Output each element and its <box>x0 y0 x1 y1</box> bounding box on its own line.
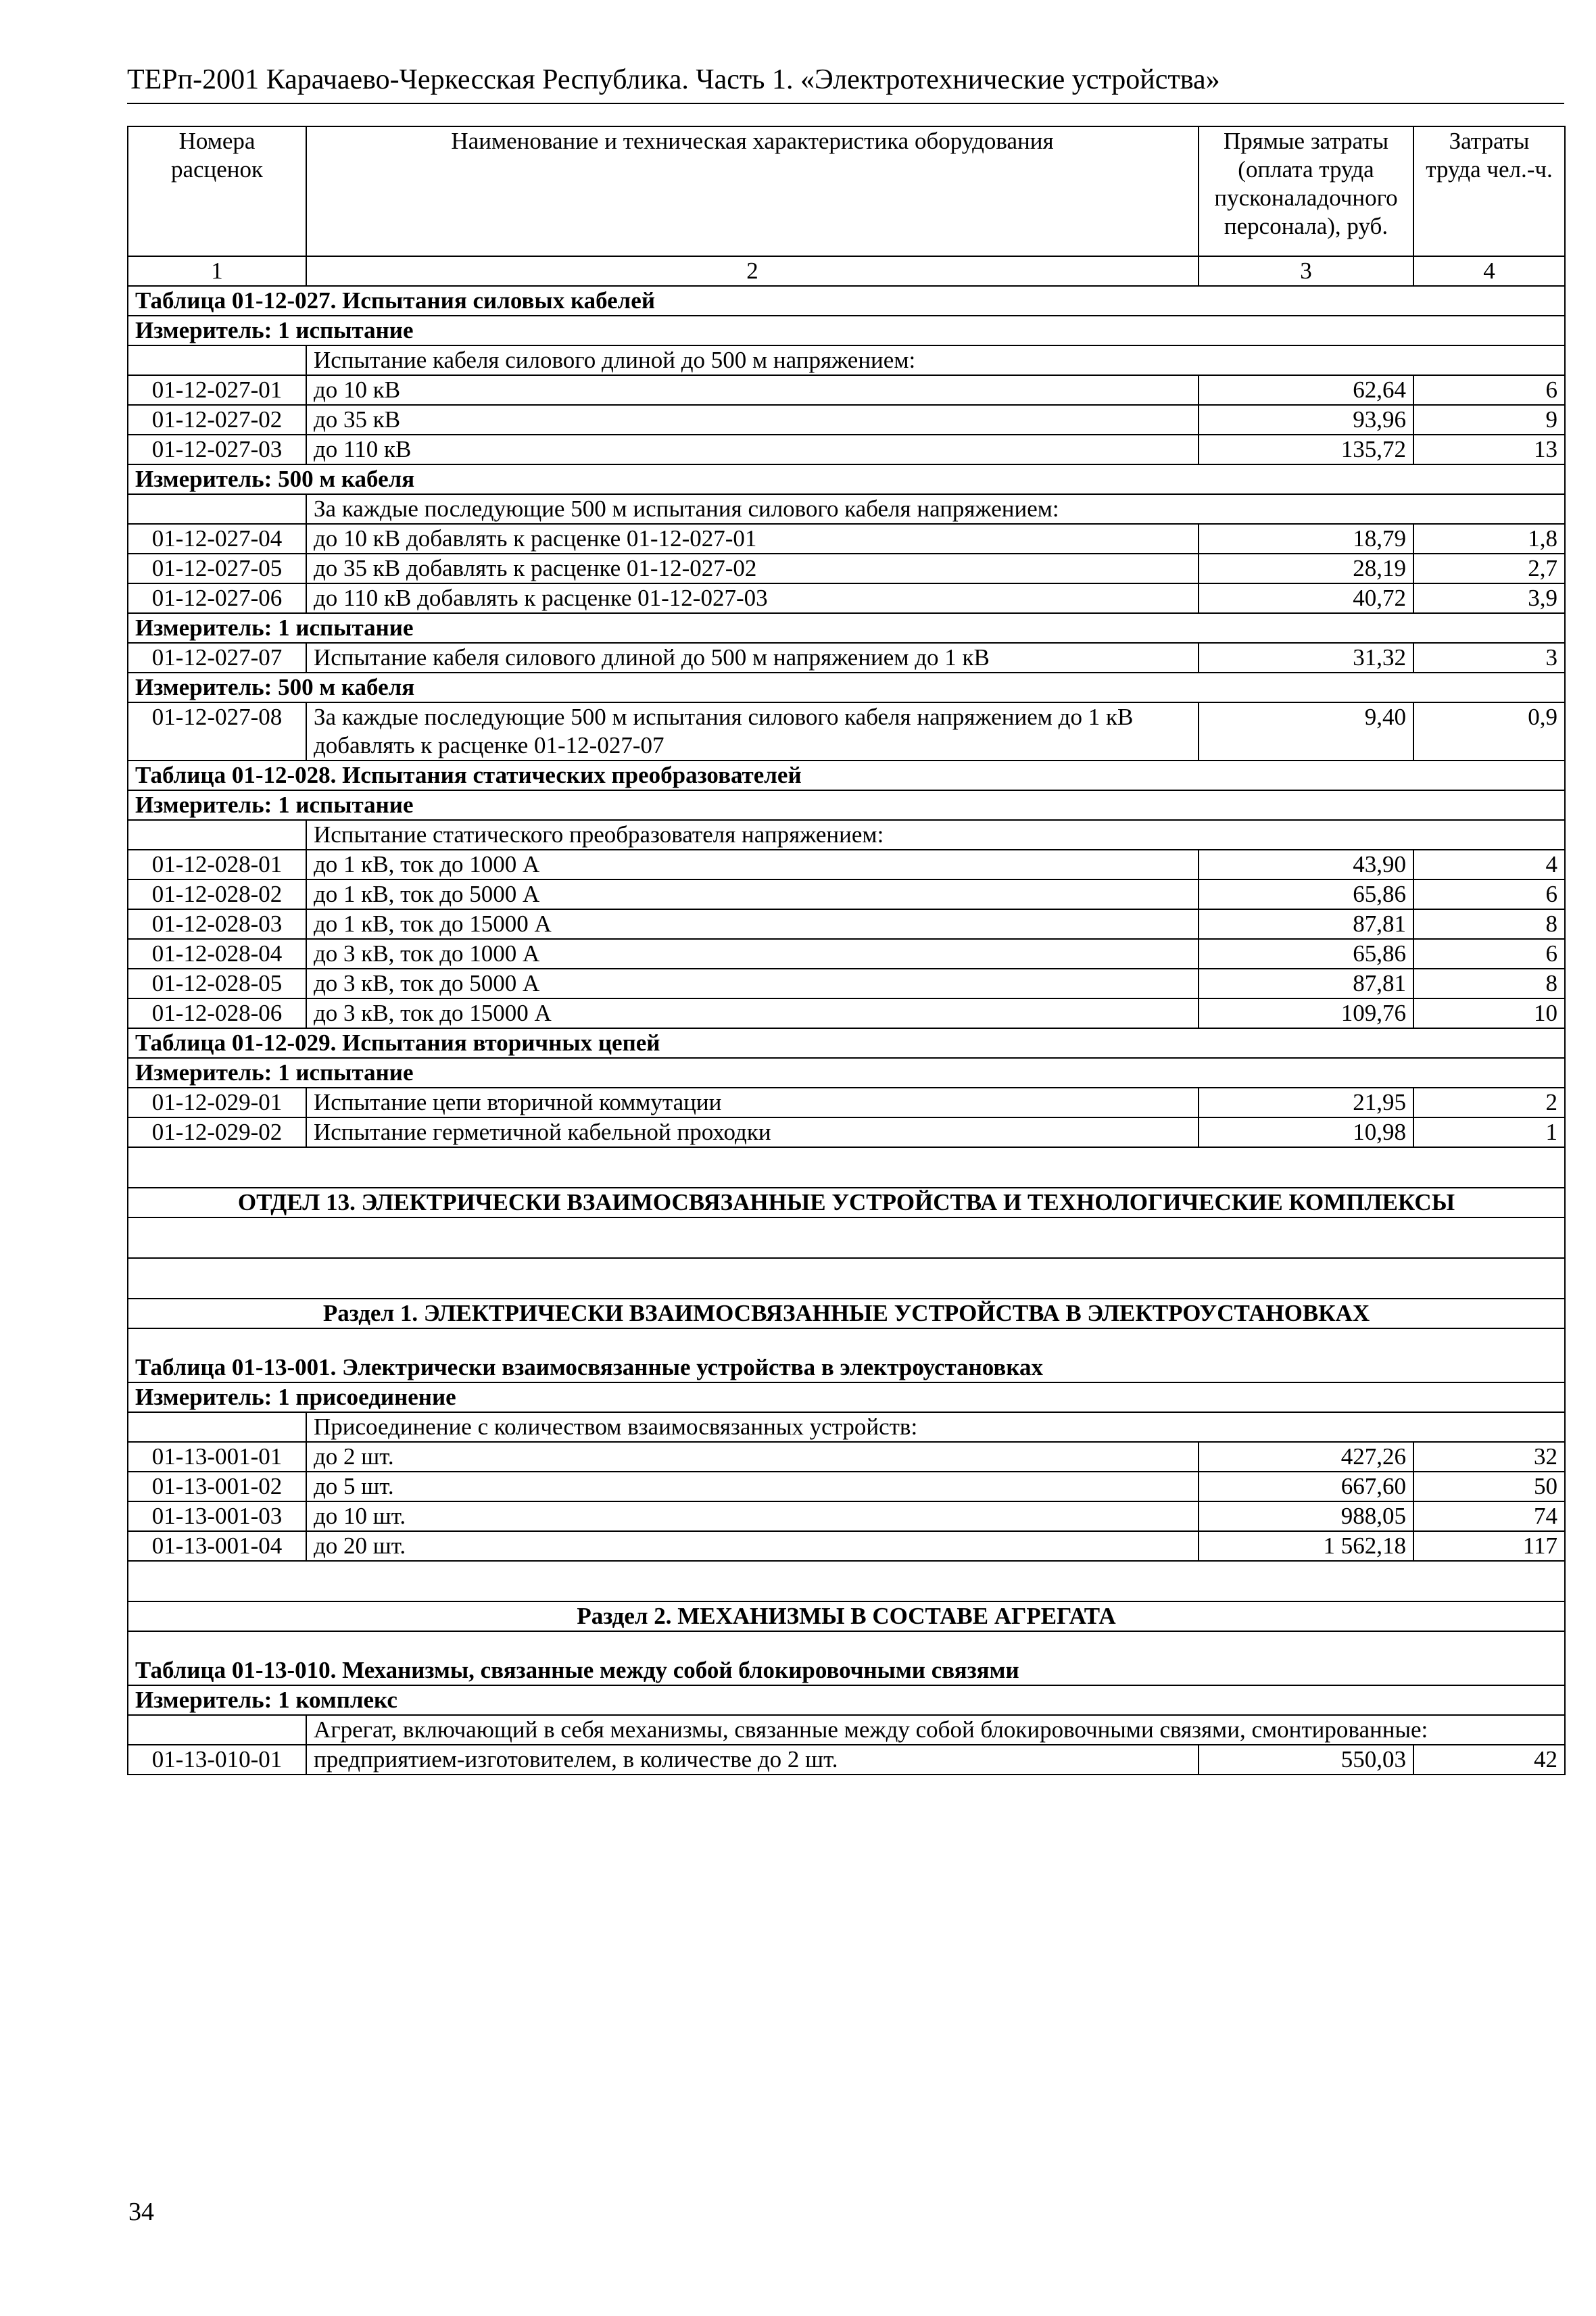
rate-name: до 1 кВ, ток до 15000 А <box>306 909 1199 939</box>
rate-cost: 550,03 <box>1199 1745 1413 1775</box>
rate-cost: 9,40 <box>1199 702 1413 761</box>
rate-code: 01-12-029-02 <box>128 1117 306 1147</box>
rate-labor: 2 <box>1413 1088 1565 1117</box>
rate-name: Испытание кабеля силового длиной до 500 м напряжением до 1 кВ <box>306 643 1199 673</box>
spacer-row <box>128 1147 1565 1188</box>
column-number: 1 <box>128 256 306 286</box>
table-title: Таблица 01-13-001. Электрически взаимосвязанные устройства в электроустановках <box>128 1328 1565 1382</box>
rate-name: Испытание цепи вторичной коммутации <box>306 1088 1199 1117</box>
table-title: Таблица 01-12-029. Испытания вторичных цепей <box>128 1028 1565 1058</box>
rate-labor: 8 <box>1413 909 1565 939</box>
spacer-row <box>128 1217 1565 1258</box>
column-number-row <box>128 256 1565 286</box>
table-row <box>128 524 1565 554</box>
rate-labor: 0,9 <box>1413 702 1565 761</box>
spacer-row <box>128 1258 1565 1299</box>
meter-row <box>128 673 1565 702</box>
table-row <box>128 1117 1565 1147</box>
group-code-cell <box>128 494 306 524</box>
table-row <box>128 879 1565 909</box>
column-number: 4 <box>1413 256 1565 286</box>
table-row <box>128 1531 1565 1561</box>
table-row <box>128 1088 1565 1117</box>
division-heading: ОТДЕЛ 13. ЭЛЕКТРИЧЕСКИ ВЗАИМОСВЯЗАННЫЕ УСТРОЙСТВА И ТЕХНОЛОГИЧЕСКИЕ КОМПЛЕКСЫ <box>128 1188 1565 1217</box>
rate-labor: 6 <box>1413 879 1565 909</box>
rate-labor: 1,8 <box>1413 524 1565 554</box>
table-title-row <box>128 1028 1565 1058</box>
group-label: За каждые последующие 500 м испытания силового кабеля напряжением: <box>306 494 1565 524</box>
rate-cost: 10,98 <box>1199 1117 1413 1147</box>
rate-labor: 3 <box>1413 643 1565 673</box>
rate-name: За каждые последующие 500 м испытания силового кабеля напряжением до 1 кВ добавлять к расценке 01-12-027-07 <box>306 702 1199 761</box>
header-col-codes: Номера расценок <box>128 126 306 256</box>
rate-cost: 40,72 <box>1199 583 1413 613</box>
rate-name: до 5 шт. <box>306 1472 1199 1501</box>
group-label: Присоединение с количеством взаимосвязанных устройств: <box>306 1412 1565 1442</box>
rate-code: 01-12-028-01 <box>128 850 306 879</box>
rate-name: до 10 кВ <box>306 375 1199 405</box>
group-row <box>128 1715 1565 1745</box>
rate-cost: 109,76 <box>1199 998 1413 1028</box>
group-row <box>128 345 1565 375</box>
rate-code: 01-13-001-04 <box>128 1531 306 1561</box>
group-code-cell <box>128 345 306 375</box>
group-label: Агрегат, включающий в себя механизмы, связанные между собой блокировочными связями, смонтированные: <box>306 1715 1565 1745</box>
rate-cost: 43,90 <box>1199 850 1413 879</box>
section-heading-row <box>128 1299 1565 1328</box>
rate-code: 01-12-028-06 <box>128 998 306 1028</box>
group-code-cell <box>128 1412 306 1442</box>
table-row <box>128 998 1565 1028</box>
rate-labor: 32 <box>1413 1442 1565 1472</box>
rate-name: до 110 кВ добавлять к расценке 01-12-027-03 <box>306 583 1199 613</box>
table-title-row <box>128 761 1565 790</box>
page-number: 34 <box>128 2198 154 2226</box>
rate-code: 01-12-028-05 <box>128 969 306 998</box>
rate-labor: 6 <box>1413 939 1565 969</box>
table-row <box>128 375 1565 405</box>
rate-cost: 65,86 <box>1199 879 1413 909</box>
group-label: Испытание статического преобразователя напряжением: <box>306 820 1565 850</box>
table-row <box>128 1442 1565 1472</box>
rate-name: до 3 кВ, ток до 5000 А <box>306 969 1199 998</box>
group-label: Испытание кабеля силового длиной до 500 м напряжением: <box>306 345 1565 375</box>
rate-labor: 1 <box>1413 1117 1565 1147</box>
rate-code: 01-12-027-06 <box>128 583 306 613</box>
rate-code: 01-13-010-01 <box>128 1745 306 1775</box>
spacer-row <box>128 1561 1565 1601</box>
rate-code: 01-12-027-01 <box>128 375 306 405</box>
rate-cost: 988,05 <box>1199 1501 1413 1531</box>
rate-name: до 20 шт. <box>306 1531 1199 1561</box>
rate-name: до 1 кВ, ток до 5000 А <box>306 879 1199 909</box>
rate-cost: 31,32 <box>1199 643 1413 673</box>
meter-label: Измеритель: 1 испытание <box>128 1058 1565 1088</box>
division-heading-row <box>128 1188 1565 1217</box>
meter-label: Измеритель: 1 комплекс <box>128 1685 1565 1715</box>
rate-labor: 117 <box>1413 1531 1565 1561</box>
table-title: Таблица 01-13-010. Механизмы, связанные между собой блокировочными связями <box>128 1631 1565 1685</box>
rate-labor: 4 <box>1413 850 1565 879</box>
meter-row <box>128 316 1565 345</box>
group-code-cell <box>128 820 306 850</box>
column-number: 3 <box>1199 256 1413 286</box>
meter-label: Измеритель: 500 м кабеля <box>128 464 1565 494</box>
rate-code: 01-12-027-04 <box>128 524 306 554</box>
table-title: Таблица 01-12-028. Испытания статических преобразователей <box>128 761 1565 790</box>
table-row <box>128 554 1565 583</box>
group-row <box>128 1412 1565 1442</box>
rate-name: до 35 кВ добавлять к расценке 01-12-027-02 <box>306 554 1199 583</box>
rate-labor: 6 <box>1413 375 1565 405</box>
rate-labor: 2,7 <box>1413 554 1565 583</box>
table-row <box>128 939 1565 969</box>
section-heading-row <box>128 1601 1565 1631</box>
rate-cost: 427,26 <box>1199 1442 1413 1472</box>
rate-labor: 8 <box>1413 969 1565 998</box>
table-row <box>128 1501 1565 1531</box>
header-col-labor: Затраты труда чел.-ч. <box>1413 126 1565 256</box>
rate-labor: 13 <box>1413 435 1565 464</box>
header-col-cost: Прямые затраты (оплата труда пусконаладочного персонала), руб. <box>1199 126 1413 256</box>
rate-code: 01-12-028-04 <box>128 939 306 969</box>
rate-name: до 35 кВ <box>306 405 1199 435</box>
meter-label: Измеритель: 1 испытание <box>128 316 1565 345</box>
rate-name: Испытание герметичной кабельной проходки <box>306 1117 1199 1147</box>
meter-row <box>128 613 1565 643</box>
price-table <box>127 126 1566 1775</box>
rate-name: до 10 кВ добавлять к расценке 01-12-027-01 <box>306 524 1199 554</box>
rate-labor: 50 <box>1413 1472 1565 1501</box>
group-row <box>128 494 1565 524</box>
table-row <box>128 1472 1565 1501</box>
meter-label: Измеритель: 500 м кабеля <box>128 673 1565 702</box>
table-title-row <box>128 1328 1565 1382</box>
table-header-row <box>128 126 1565 256</box>
rate-code: 01-12-027-05 <box>128 554 306 583</box>
table-row <box>128 909 1565 939</box>
rate-name: предприятием-изготовителем, в количестве до 2 шт. <box>306 1745 1199 1775</box>
group-row <box>128 820 1565 850</box>
rate-code: 01-12-028-03 <box>128 909 306 939</box>
table-title-row <box>128 1631 1565 1685</box>
rate-cost: 93,96 <box>1199 405 1413 435</box>
rate-code: 01-13-001-02 <box>128 1472 306 1501</box>
rate-name: до 3 кВ, ток до 1000 А <box>306 939 1199 969</box>
rate-labor: 9 <box>1413 405 1565 435</box>
rate-labor: 42 <box>1413 1745 1565 1775</box>
table-row <box>128 583 1565 613</box>
table-row <box>128 702 1565 761</box>
rate-labor: 3,9 <box>1413 583 1565 613</box>
spacer-cell <box>128 1258 1565 1299</box>
meter-row <box>128 790 1565 820</box>
meter-row <box>128 1685 1565 1715</box>
spacer-cell <box>128 1561 1565 1601</box>
rate-code: 01-12-027-08 <box>128 702 306 761</box>
table-row <box>128 969 1565 998</box>
rate-code: 01-13-001-01 <box>128 1442 306 1472</box>
rate-name: до 1 кВ, ток до 1000 А <box>306 850 1199 879</box>
header-col-name: Наименование и техническая характеристика оборудования <box>306 126 1199 256</box>
rate-cost: 21,95 <box>1199 1088 1413 1117</box>
rate-code: 01-12-027-07 <box>128 643 306 673</box>
meter-row <box>128 464 1565 494</box>
meter-label: Измеритель: 1 испытание <box>128 613 1565 643</box>
rate-name: до 3 кВ, ток до 15000 А <box>306 998 1199 1028</box>
meter-label: Измеритель: 1 испытание <box>128 790 1565 820</box>
table-row <box>128 435 1565 464</box>
rate-name: до 2 шт. <box>306 1442 1199 1472</box>
rate-cost: 1 562,18 <box>1199 1531 1413 1561</box>
header-rule <box>127 103 1564 104</box>
rate-code: 01-12-029-01 <box>128 1088 306 1117</box>
rate-name: до 10 шт. <box>306 1501 1199 1531</box>
rate-cost: 87,81 <box>1199 969 1413 998</box>
spacer-cell <box>128 1217 1565 1258</box>
section-heading: Раздел 1. ЭЛЕКТРИЧЕСКИ ВЗАИМОСВЯЗАННЫЕ УСТРОЙСТВА В ЭЛЕКТРОУСТАНОВКАХ <box>128 1299 1565 1328</box>
rate-cost: 65,86 <box>1199 939 1413 969</box>
table-row <box>128 643 1565 673</box>
group-code-cell <box>128 1715 306 1745</box>
rate-code: 01-12-027-02 <box>128 405 306 435</box>
rate-cost: 18,79 <box>1199 524 1413 554</box>
running-head: ТЕРп-2001 Карачаево-Черкесская Республика. Часть 1. «Электротехнические устройства» <box>127 64 1220 95</box>
table-title: Таблица 01-12-027. Испытания силовых кабелей <box>128 286 1565 316</box>
section-heading: Раздел 2. МЕХАНИЗМЫ В СОСТАВЕ АГРЕГАТА <box>128 1601 1565 1631</box>
table-title-row <box>128 286 1565 316</box>
rate-cost: 28,19 <box>1199 554 1413 583</box>
table-row <box>128 1745 1565 1775</box>
meter-row <box>128 1382 1565 1412</box>
rate-labor: 10 <box>1413 998 1565 1028</box>
spacer-cell <box>128 1147 1565 1188</box>
rate-code: 01-12-027-03 <box>128 435 306 464</box>
meter-label: Измеритель: 1 присоединение <box>128 1382 1565 1412</box>
rate-code: 01-12-028-02 <box>128 879 306 909</box>
rate-code: 01-13-001-03 <box>128 1501 306 1531</box>
table-row <box>128 850 1565 879</box>
table-row <box>128 405 1565 435</box>
rate-cost: 62,64 <box>1199 375 1413 405</box>
column-number: 2 <box>306 256 1199 286</box>
rate-labor: 74 <box>1413 1501 1565 1531</box>
rate-name: до 110 кВ <box>306 435 1199 464</box>
rate-cost: 667,60 <box>1199 1472 1413 1501</box>
rate-cost: 87,81 <box>1199 909 1413 939</box>
document-page <box>127 61 1564 1775</box>
rate-cost: 135,72 <box>1199 435 1413 464</box>
meter-row <box>128 1058 1565 1088</box>
